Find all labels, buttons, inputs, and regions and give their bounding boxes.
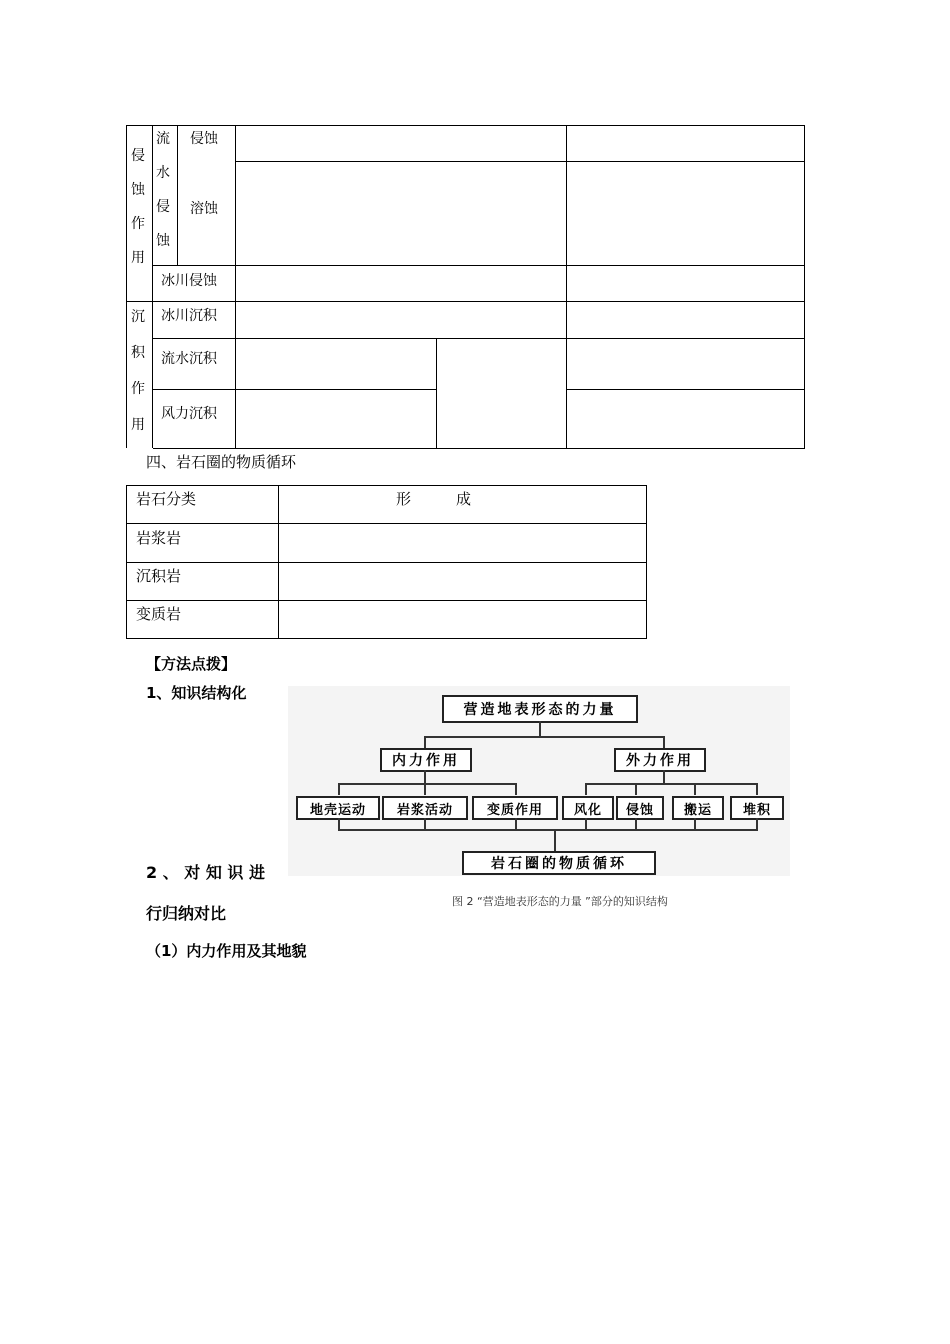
item-compare-line1: 2 、 对 知 识 进 (146, 863, 265, 882)
rock-cycle-node: 岩石圈的物质循环 (462, 851, 656, 875)
method-heading: 【方法点拨】 (146, 655, 237, 673)
glacier-erosion-label: 冰川侵蚀 (161, 273, 217, 289)
transport-node: 搬运 (672, 796, 724, 820)
glacier-deposit-label: 冰川沉积 (161, 308, 217, 324)
item-compare-line2: 行归纳对比 (146, 904, 227, 923)
external-force-node: 外力作用 (614, 748, 706, 772)
dissolution-label: 溶蚀 (190, 201, 218, 217)
knowledge-structure-diagram (288, 686, 790, 876)
metamorphism-node: 变质作用 (472, 796, 558, 820)
internal-force-node: 内力作用 (380, 748, 472, 772)
erosion-label: 侵蚀 (190, 131, 218, 147)
diagram-caption: 图 2 “营造地表形态的力量 ”部分的知识结构 (452, 895, 668, 908)
row-metamorphic: 变质岩 (136, 605, 182, 623)
row-sedimentary: 沉积岩 (136, 567, 182, 585)
row-igneous: 岩浆岩 (136, 529, 182, 547)
erosion-group-label: 侵 蚀 作 用 (131, 148, 145, 266)
weathering-node: 风化 (562, 796, 614, 820)
flow-deposit-label: 流水沉积 (161, 351, 217, 367)
section-title: 四、岩石圈的物质循环 (146, 453, 297, 471)
header-formation: 形 成 (396, 490, 472, 508)
root-node: 营造地表形态的力量 (442, 695, 638, 723)
flow-erosion-label: 流 水 侵 蚀 (156, 131, 170, 249)
item-knowledge-structure: 1、知识结构化 (146, 684, 247, 702)
magma-activity-node: 岩浆活动 (382, 796, 468, 820)
header-rock-type: 岩石分类 (136, 490, 197, 508)
crustal-movement-node: 地壳运动 (296, 796, 380, 820)
deposition-node: 堆积 (730, 796, 784, 820)
erosion-node: 侵蚀 (616, 796, 664, 820)
wind-deposit-label: 风力沉积 (161, 406, 217, 422)
deposition-group-label: 沉 积 作 用 (131, 309, 145, 433)
item-internal-forces: （1）内力作用及其地貌 (146, 942, 307, 960)
